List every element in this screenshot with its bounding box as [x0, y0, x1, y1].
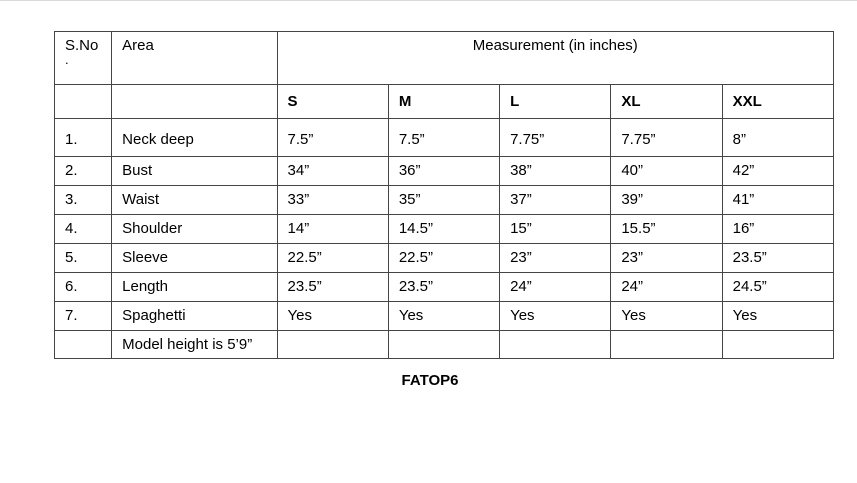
value-cell: 15” — [500, 215, 611, 244]
area-cell: Length — [112, 273, 277, 302]
area-cell: Shoulder — [112, 215, 277, 244]
value-cell: 24.5” — [722, 273, 833, 302]
value-cell: 24” — [500, 273, 611, 302]
table-row — [55, 186, 834, 215]
empty-cell — [112, 85, 277, 119]
value-cell: 40” — [611, 157, 722, 186]
table-row — [55, 244, 834, 273]
area-header-cell: Area — [112, 32, 277, 85]
table-row — [55, 119, 834, 157]
model-height-note: Model height is 5’9” — [112, 331, 277, 359]
value-cell: Yes — [388, 302, 499, 331]
empty-cell — [55, 331, 112, 359]
value-cell: 41” — [722, 186, 833, 215]
empty-cell — [388, 331, 499, 359]
value-cell: 23” — [611, 244, 722, 273]
area-cell: Bust — [112, 157, 277, 186]
sno-header-label: S.No — [65, 37, 99, 54]
value-cell: 42” — [722, 157, 833, 186]
value-cell: 15.5” — [611, 215, 722, 244]
value-cell: 37” — [500, 186, 611, 215]
table-row — [55, 302, 834, 331]
sno-cell: 1. — [55, 119, 112, 157]
value-cell: 8” — [722, 119, 833, 157]
sno-cell: 6. — [55, 273, 112, 302]
value-cell: 7.75” — [611, 119, 722, 157]
value-cell: 39” — [611, 186, 722, 215]
area-cell: Spaghetti — [112, 302, 277, 331]
value-cell: 38” — [500, 157, 611, 186]
value-cell: 36” — [388, 157, 499, 186]
value-cell: 22.5” — [388, 244, 499, 273]
value-cell: 16” — [722, 215, 833, 244]
value-cell: 14” — [277, 215, 388, 244]
table-row — [55, 215, 834, 244]
table-header-row — [55, 32, 834, 85]
value-cell: 23.5” — [277, 273, 388, 302]
top-divider — [0, 0, 857, 1]
size-header-xxl: XXL — [722, 85, 833, 119]
sno-cell: 3. — [55, 186, 112, 215]
sno-cell: 7. — [55, 302, 112, 331]
area-cell: Waist — [112, 186, 277, 215]
value-cell: 23.5” — [722, 244, 833, 273]
sno-cell: 5. — [55, 244, 112, 273]
value-cell: Yes — [277, 302, 388, 331]
product-code: FATOP6 — [401, 372, 459, 389]
sno-cell: 2. — [55, 157, 112, 186]
value-cell: 23” — [500, 244, 611, 273]
empty-cell — [277, 331, 388, 359]
empty-cell — [611, 331, 722, 359]
value-cell: 22.5” — [277, 244, 388, 273]
value-cell: 7.5” — [277, 119, 388, 157]
size-header-xl: XL — [611, 85, 722, 119]
size-chart-table — [54, 31, 834, 359]
value-cell: 33” — [277, 186, 388, 215]
value-cell: 7.75” — [500, 119, 611, 157]
value-cell: 14.5” — [388, 215, 499, 244]
empty-cell — [722, 331, 833, 359]
size-header-row — [55, 85, 834, 119]
sno-cell: 4. — [55, 215, 112, 244]
size-header-m: M — [388, 85, 499, 119]
measurement-header-cell: Measurement (in inches) — [277, 32, 833, 85]
table-row — [55, 157, 834, 186]
note-row — [55, 331, 834, 359]
size-header-l: L — [500, 85, 611, 119]
area-cell: Sleeve — [112, 244, 277, 273]
value-cell: 7.5” — [388, 119, 499, 157]
value-cell: 34” — [277, 157, 388, 186]
table-row — [55, 273, 834, 302]
value-cell: 24” — [611, 273, 722, 302]
empty-cell — [55, 85, 112, 119]
sno-header-cell — [55, 32, 112, 85]
value-cell: Yes — [500, 302, 611, 331]
empty-cell — [500, 331, 611, 359]
size-header-s: S — [277, 85, 388, 119]
value-cell: 23.5” — [388, 273, 499, 302]
sno-header-dot: . — [65, 52, 69, 67]
value-cell: Yes — [722, 302, 833, 331]
value-cell: 35” — [388, 186, 499, 215]
value-cell: Yes — [611, 302, 722, 331]
area-cell: Neck deep — [112, 119, 277, 157]
